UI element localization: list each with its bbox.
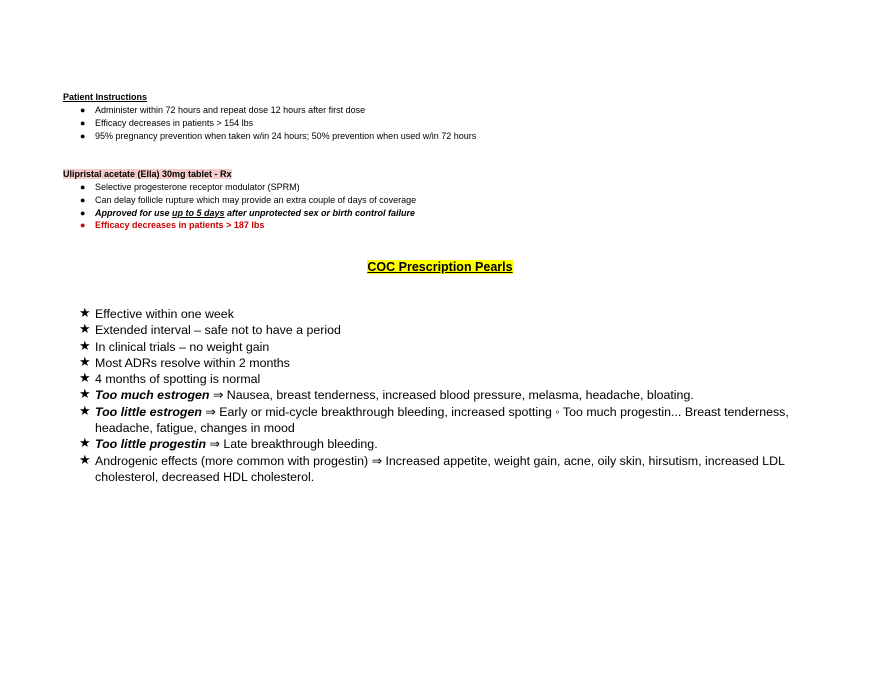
coc-pearl-item <box>79 355 795 371</box>
ella-heading <box>63 168 232 180</box>
bullet-icon: ● <box>80 207 86 218</box>
pearl-emphasis: Too much estrogen <box>95 388 210 403</box>
star-icon: ★ <box>79 387 91 403</box>
pearl-text: ⇒ Nausea, breast tenderness, increased blood pressure, melasma, headache, bloating. <box>209 388 694 403</box>
bullet-icon: ● <box>80 130 86 141</box>
pearl-text: Most ADRs resolve within 2 months <box>95 355 290 370</box>
star-icon: ★ <box>79 403 91 419</box>
pearl-emphasis: Too little progestin <box>95 437 207 452</box>
bullet-icon: ● <box>80 105 86 115</box>
pearl-text: ⇒ Late breakthrough bleeding. <box>206 437 378 452</box>
bullet-icon: ● <box>80 117 86 128</box>
pearl-text: Extended interval – safe not to have a period <box>95 323 341 338</box>
list-item-approved: ● Approved for use up to 5 days after unprotected sex or birth control failure <box>80 207 416 218</box>
star-icon: ★ <box>79 452 91 468</box>
pearl-text: 4 months of spotting is normal <box>95 372 261 387</box>
list-item-red-warning: ● Efficacy decreases in patients > 187 lbs <box>80 220 265 231</box>
patient-instructions-heading: Patient Instructions <box>63 92 148 102</box>
list-item: ● 95% pregnancy prevention when taken w/in 24 hours; 50% prevention when used w/in 72 hours <box>80 130 477 141</box>
coc-pearl-item <box>79 371 795 387</box>
star-icon: ★ <box>79 436 91 452</box>
star-icon: ★ <box>79 354 91 370</box>
star-icon: ★ <box>79 371 91 387</box>
list-item: ● Administer within 72 hours and repeat dose 12 hours after first dose <box>80 105 366 115</box>
coc-pearl-item <box>79 436 795 452</box>
pearl-text: ⇒ Early or mid-cycle breakthrough bleeding, increased spotting ◦ Too much progestin... Breast tenderness, headache, fatigue, changes in mood <box>95 404 789 436</box>
bullet-icon: ● <box>80 194 86 205</box>
list-item: ● Selective progesterone receptor modulator (SPRM) <box>80 182 300 192</box>
bullet-icon: ● <box>80 220 86 231</box>
pearl-text: Androgenic effects (more common with progestin) ⇒ Increased appetite, weight gain, acne, oily skin, hirsutism, increased LDL cholesterol, decreased HDL cholesterol. <box>95 453 785 484</box>
coc-pearl-item <box>79 453 795 486</box>
coc-title-wrapper <box>0 258 880 276</box>
star-icon: ★ <box>79 306 91 321</box>
bullet-icon: ● <box>80 182 86 192</box>
ella-heading-text: Ulipristal acetate (Ella) 30mg tablet - Rx <box>63 169 232 179</box>
list-item: ● Can delay follicle rupture which may provide an extra couple of days of coverage <box>80 194 417 205</box>
coc-pearls-list <box>79 306 795 485</box>
star-icon: ★ <box>79 322 91 338</box>
coc-pearl-item <box>79 322 795 338</box>
coc-pearl-item <box>79 306 795 322</box>
pearl-text: Effective within one week <box>95 307 234 321</box>
star-icon: ★ <box>79 338 91 354</box>
coc-pearl-item <box>79 387 795 403</box>
ella-list <box>63 181 416 232</box>
pearl-emphasis: Too little estrogen <box>95 404 202 419</box>
list-item: ● Efficacy decreases in patients > 154 lbs <box>80 117 254 128</box>
pearl-text: In clinical trials – no weight gain <box>95 339 270 354</box>
patient-instructions-list <box>63 104 476 142</box>
coc-title: COC Prescription Pearls <box>367 260 513 274</box>
coc-pearl-item <box>79 339 795 355</box>
coc-pearl-item <box>79 404 795 437</box>
